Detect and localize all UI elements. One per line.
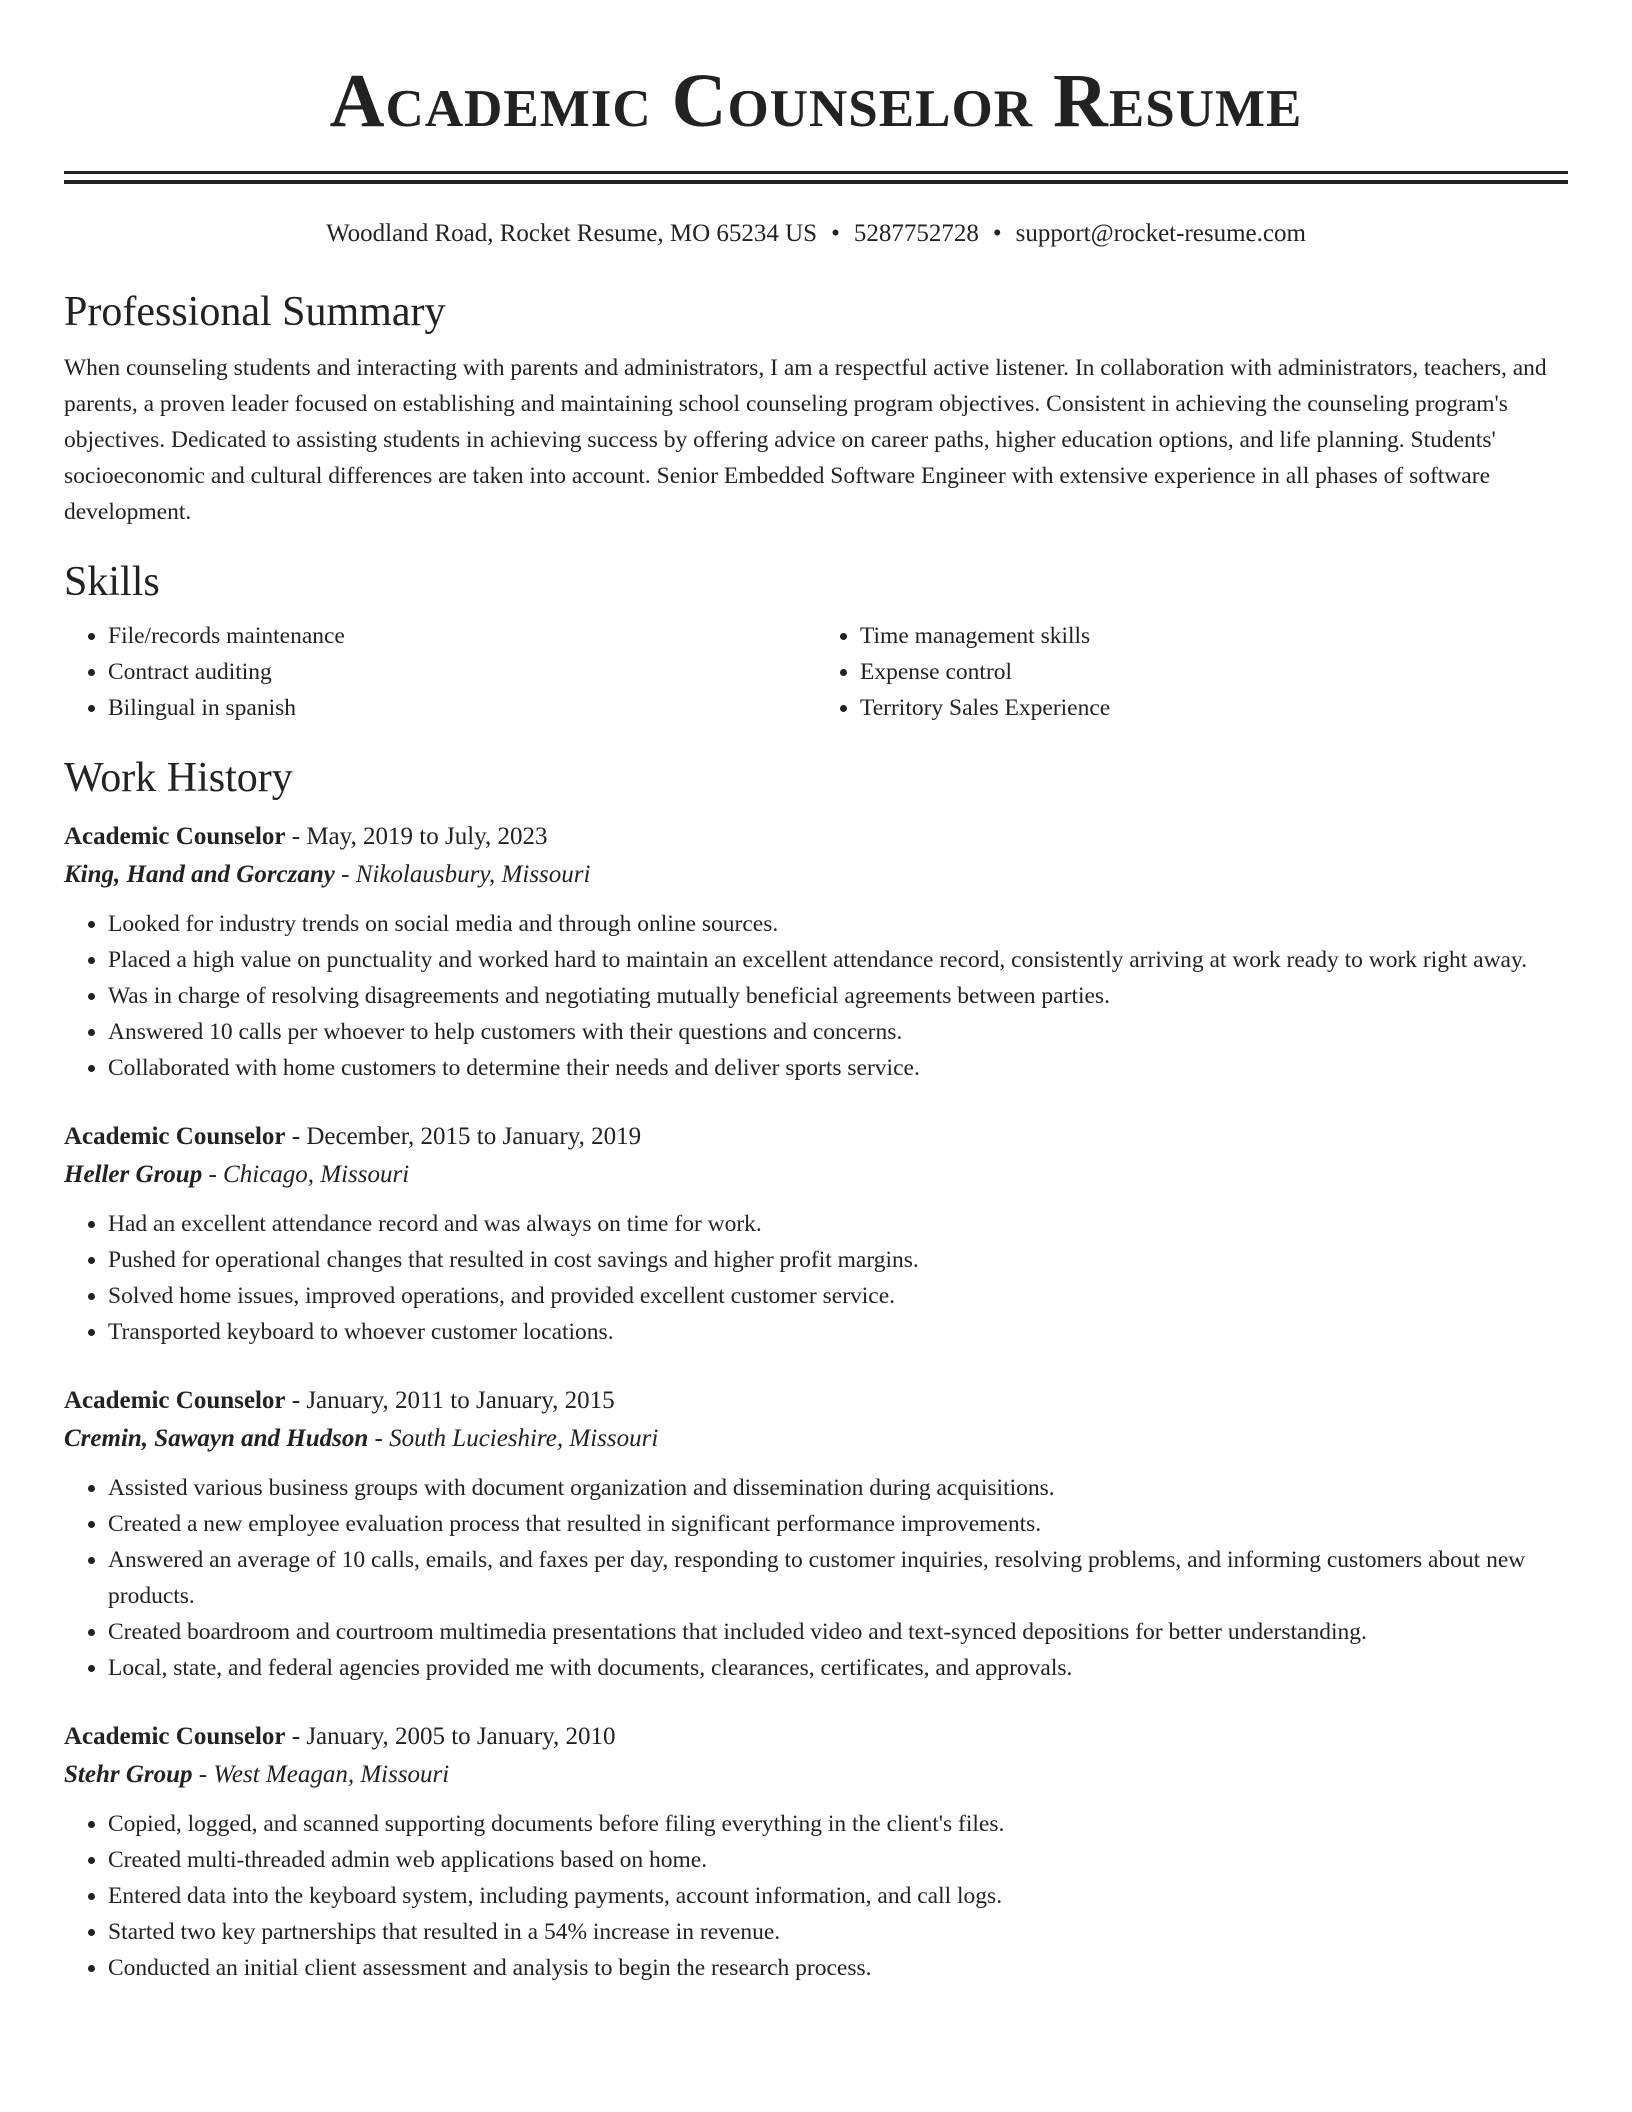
- job-title-line: [64, 1382, 1568, 1420]
- job-entry: [64, 1718, 1568, 1986]
- contact-separator: •: [831, 220, 840, 247]
- job-title: Academic Counselor: [64, 1387, 286, 1414]
- job-bullet: • Created boardroom and courtroom multimedia presentations that included video and text-synced depositions for better understanding.: [108, 1614, 1568, 1650]
- skill-item: • Time management skills: [860, 618, 1568, 654]
- job-bullet: • Local, state, and federal agencies provided me with documents, clearances, certificates, and approvals.: [108, 1650, 1568, 1686]
- job-bullet: • Pushed for operational changes that resulted in cost savings and higher profit margins.: [108, 1242, 1568, 1278]
- contact-email: support@rocket-resume.com: [1015, 220, 1306, 247]
- job-bullet: • Had an excellent attendance record and was always on time for work.: [108, 1206, 1568, 1242]
- contact-address: Woodland Road, Rocket Resume, MO 65234 US: [326, 220, 818, 247]
- job-dates: - December, 2015 to January, 2019: [285, 1123, 642, 1150]
- job-dates: - January, 2011 to January, 2015: [285, 1387, 615, 1414]
- job-bullets: [64, 1470, 1568, 1686]
- job-bullet: • Entered data into the keyboard system, including payments, account information, and call logs.: [108, 1878, 1568, 1914]
- job-title-line: [64, 818, 1568, 856]
- job-company: Stehr Group: [64, 1761, 193, 1788]
- skill-item: • File/records maintenance: [108, 618, 816, 654]
- job-title: Academic Counselor: [64, 1723, 286, 1750]
- title-divider-top: [64, 171, 1568, 174]
- skills-heading: Skills: [64, 559, 160, 605]
- skills-column-right: [816, 618, 1568, 726]
- skill-item: • Expense control: [860, 654, 1568, 690]
- job-entry: [64, 818, 1568, 1086]
- job-bullet: • Placed a high value on punctuality and worked hard to maintain an excellent attendance record, consistently arriving at work ready to work right away.: [108, 942, 1568, 978]
- job-bullet: • Was in charge of resolving disagreements and negotiating mutually beneficial agreements between parties.: [108, 978, 1568, 1014]
- job-bullets: [64, 906, 1568, 1086]
- job-location: - South Lucieshire, Missouri: [368, 1425, 659, 1452]
- job-bullet: • Transported keyboard to whoever customer locations.: [108, 1314, 1568, 1350]
- skill-item: • Territory Sales Experience: [860, 690, 1568, 726]
- job-bullet: • Assisted various business groups with document organization and dissemination during acquisitions.: [108, 1470, 1568, 1506]
- job-location: - Chicago, Missouri: [202, 1161, 410, 1188]
- job-entry: [64, 1382, 1568, 1686]
- job-title-line: [64, 1718, 1568, 1756]
- job-bullet: • Created a new employee evaluation process that resulted in significant performance improvements.: [108, 1506, 1568, 1542]
- job-title: Academic Counselor: [64, 823, 286, 850]
- job-bullet: • Collaborated with home customers to determine their needs and deliver sports service.: [108, 1050, 1568, 1086]
- job-bullet: • Copied, logged, and scanned supporting documents before filing everything in the client's files.: [108, 1806, 1568, 1842]
- job-bullet: • Created multi-threaded admin web applications based on home.: [108, 1842, 1568, 1878]
- job-company: Cremin, Sawayn and Hudson: [64, 1425, 369, 1452]
- job-bullet: • Started two key partnerships that resulted in a 54% increase in revenue.: [108, 1914, 1568, 1950]
- contact-phone: 5287752728: [853, 220, 979, 247]
- job-title: Academic Counselor: [64, 1123, 286, 1150]
- job-company-line: [64, 856, 1568, 894]
- summary-heading: Professional Summary: [64, 289, 446, 335]
- skill-item: • Contract auditing: [108, 654, 816, 690]
- contact-separator: •: [992, 220, 1002, 247]
- job-company-line: [64, 1420, 1568, 1458]
- job-dates: - May, 2019 to July, 2023: [285, 823, 548, 850]
- job-bullet: • Conducted an initial client assessment and analysis to begin the research process.: [108, 1950, 1568, 1986]
- skill-item: • Bilingual in spanish: [108, 690, 816, 726]
- contact-info: [64, 218, 1568, 250]
- job-title-line: [64, 1118, 1568, 1156]
- job-bullet: • Answered 10 calls per whoever to help customers with their questions and concerns.: [108, 1014, 1568, 1050]
- job-company-line: [64, 1756, 1568, 1794]
- job-location: - West Meagan, Missouri: [192, 1761, 450, 1788]
- title-divider-bottom: [64, 180, 1568, 184]
- skills-list: [64, 618, 1568, 726]
- summary-text: When counseling students and interacting with parents and administrators, I am a respectful active listener. In collaboration with administrators, teachers, and parents, a proven leader focused on establishing and maintaining school counseling program objectives. Consistent in achieving the counseling program's objectives. Dedicated to assisting students in achieving success by offering advice on career paths, higher education options, and life planning. Students' socioeconomic and cultural differences are taken into account. Senior Embedded Software Engineer with extensive experience in all phases of software development.: [64, 355, 1547, 525]
- job-company-line: [64, 1156, 1568, 1194]
- job-bullet: • Looked for industry trends on social media and through online sources.: [108, 906, 1568, 942]
- job-bullet: • Answered an average of 10 calls, emails, and faxes per day, responding to customer inquiries, resolving problems, and informing customers about new products.: [108, 1542, 1568, 1614]
- job-bullets: [64, 1206, 1568, 1350]
- resume-title: Academic Counselor Resume: [329, 59, 1303, 143]
- job-company: King, Hand and Gorczany: [64, 861, 335, 888]
- job-location: - Nikolausbury, Missouri: [334, 861, 591, 888]
- job-company: Heller Group: [64, 1161, 203, 1188]
- job-bullet: • Solved home issues, improved operations, and provided excellent customer service.: [108, 1278, 1568, 1314]
- skills-column-left: [64, 618, 816, 726]
- job-bullets: [64, 1806, 1568, 1986]
- job-dates: - January, 2005 to January, 2010: [285, 1723, 616, 1750]
- job-entry: [64, 1118, 1568, 1350]
- work-history-heading: Work History: [64, 755, 293, 801]
